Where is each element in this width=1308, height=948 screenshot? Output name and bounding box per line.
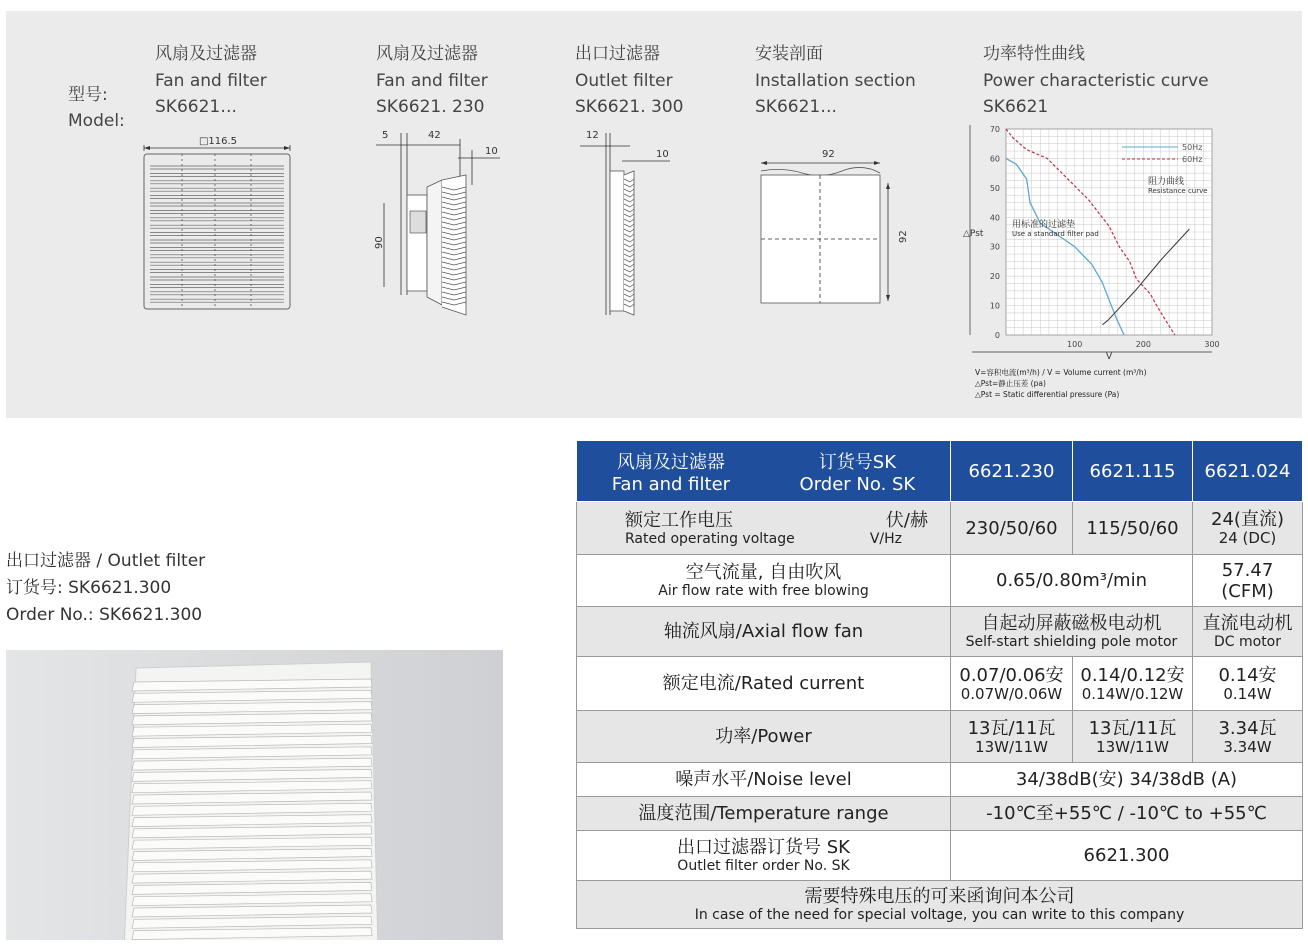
table-cell xyxy=(951,555,1193,607)
dim-12: 12 xyxy=(586,130,599,141)
text-label: 24 (DC) xyxy=(1218,529,1277,547)
y-tick-label: 60 xyxy=(989,154,1000,164)
text-label: 0.14安 xyxy=(1218,664,1277,686)
table-cell xyxy=(951,657,1073,711)
table-cell xyxy=(577,831,951,881)
text-label: 13W/11W xyxy=(975,737,1048,756)
y-tick-label: 10 xyxy=(989,301,1000,311)
text-label: 0.14W xyxy=(1223,684,1272,703)
legend-60hz: 60Hz xyxy=(1182,155,1203,164)
fan-side-drawing xyxy=(370,125,510,325)
dim-5: 5 xyxy=(382,130,389,141)
row-noise xyxy=(577,763,1303,797)
text-label: Rated operating voltage xyxy=(625,530,795,547)
table-cell xyxy=(1193,441,1303,502)
y-tick-label: 40 xyxy=(989,213,1000,223)
table-cell xyxy=(577,607,951,657)
head-order-zh: 订货号SK xyxy=(818,451,896,473)
text-label: -10℃至+55℃ / -10℃ to +55℃ xyxy=(986,803,1267,824)
text-label: 安装剖面 xyxy=(755,44,823,64)
table-cell xyxy=(577,881,1303,929)
text-label: SK6621 xyxy=(983,97,1049,117)
head-col-024: 6621.024 xyxy=(1204,460,1291,482)
text-label: 6621.300 xyxy=(1083,845,1170,866)
text-label: 温度范围/Temperature range xyxy=(638,803,889,824)
dim-10b: 10 xyxy=(656,149,669,160)
table-cell xyxy=(577,441,951,502)
table-cell xyxy=(951,502,1073,555)
text-label: Installation section xyxy=(755,70,916,91)
text-label: 0.14/0.12安 xyxy=(1080,664,1185,686)
text-label: 3.34W xyxy=(1223,737,1272,756)
x-tick-label: 300 xyxy=(1204,340,1220,349)
y-tick-label: 30 xyxy=(989,242,1000,252)
y-tick-label: 0 xyxy=(994,331,1000,340)
table-cell xyxy=(1073,441,1193,502)
row-temperature xyxy=(577,797,1303,831)
annotation-pad-zh: 用标准的过滤垫 xyxy=(1012,220,1076,230)
column-header-fan-filter-230 xyxy=(376,41,488,121)
x-tick-label: 100 xyxy=(1067,340,1083,349)
annotation-resistance-en: Resistance curve xyxy=(1148,187,1208,195)
text-label: 风扇及过滤器 xyxy=(155,44,257,64)
text-label: Air flow rate with free blowing xyxy=(658,583,869,599)
text-label: 出口过滤器订货号 SK xyxy=(677,837,850,858)
head-fan-filter-zh: 风扇及过滤器 xyxy=(616,451,725,473)
row-outlet-order xyxy=(577,831,1303,881)
row-fan-type xyxy=(577,607,1303,657)
text-label: 出口过滤器 xyxy=(575,44,660,64)
text-label: 功率特性曲线 xyxy=(983,44,1085,64)
text-label: 0.65/0.80m³/min xyxy=(996,570,1147,591)
text-label: 13W/11W xyxy=(1096,737,1169,756)
annotation-pad-en: Use a standard filter pad xyxy=(1012,230,1099,238)
table-cell xyxy=(577,657,951,711)
installation-drawing xyxy=(752,143,922,313)
text-label: 额定电流/Rated current xyxy=(662,673,865,694)
text-label: Fan and filter xyxy=(376,70,488,91)
text-label: Outlet filter order No. SK xyxy=(677,858,850,874)
head-order-en: Order No. SK xyxy=(799,473,916,495)
text-label: 115/50/60 xyxy=(1086,517,1179,539)
x-axis-label: V xyxy=(1106,352,1113,362)
footnote-3: △Pst = Static differential pressure (Pa) xyxy=(975,390,1120,399)
text-label: SK6621‥. xyxy=(155,97,237,117)
text-label: 13瓦/11瓦 xyxy=(967,717,1056,739)
text-label: Outlet filter xyxy=(575,70,673,91)
table-cell xyxy=(951,441,1073,502)
table-cell xyxy=(951,711,1073,763)
y-axis-label: △Pst xyxy=(963,229,984,239)
y-tick-label: 70 xyxy=(989,125,1000,134)
outlet-filter-photo xyxy=(6,650,503,940)
table-header-row xyxy=(577,441,1303,502)
footnote-2: △Pst=静止压差 (pa) xyxy=(975,379,1046,388)
table-cell xyxy=(1073,657,1193,711)
text-label: 伏/赫 xyxy=(885,509,928,531)
column-header-power-curve xyxy=(983,41,1209,121)
table-cell xyxy=(951,763,1303,797)
table-cell xyxy=(1073,711,1193,763)
table-cell xyxy=(577,797,951,831)
column-header-installation xyxy=(755,41,916,121)
head-col-230: 6621.230 xyxy=(968,460,1055,482)
outlet-side-drawing xyxy=(570,125,680,325)
text-label: SK6621‥. xyxy=(755,97,837,117)
dim-42: 42 xyxy=(428,130,441,141)
table-cell xyxy=(577,711,951,763)
column-header-outlet-filter xyxy=(575,41,683,121)
text-label: 13瓦/11瓦 xyxy=(1088,717,1177,739)
text-label: 型号: xyxy=(68,85,108,105)
footnote-1: V=容积电流(m³/h) / V = Volume current (m³/h) xyxy=(975,368,1147,377)
text-label: Self-start shielding pole motor xyxy=(965,634,1178,650)
table-cell xyxy=(1193,502,1303,555)
text-label: Power characteristic curve xyxy=(983,70,1209,91)
text-label: 噪声水平/Noise level xyxy=(675,769,852,790)
dim-90: 90 xyxy=(374,236,385,249)
x-tick-label: 200 xyxy=(1135,340,1151,349)
table-cell xyxy=(1193,607,1303,657)
text-label: In case of the need for special voltage, you can write to this company xyxy=(694,907,1185,923)
dim-label: □116.5 xyxy=(198,136,238,147)
y-tick-label: 20 xyxy=(989,272,1000,282)
text-label: (CFM) xyxy=(1221,580,1274,602)
table-cell xyxy=(951,797,1303,831)
dim-92-top: 92 xyxy=(822,149,835,160)
table-cell xyxy=(1193,555,1303,607)
fan-front-drawing xyxy=(138,132,298,314)
table-cell xyxy=(1193,657,1303,711)
column-header-fan-filter xyxy=(155,41,267,121)
table-cell xyxy=(1193,711,1303,763)
text-label: 34/38dB(安) 34/38dB (A) xyxy=(1015,769,1238,790)
spec-table xyxy=(576,440,1303,929)
table-cell xyxy=(951,607,1193,657)
info-line-2: 订货号: SK6621.300 xyxy=(6,578,172,598)
text-label: Fan and filter xyxy=(155,70,267,91)
table-cell xyxy=(577,555,951,607)
text-label: SK6621. 300 xyxy=(575,97,684,117)
annotation-resistance-zh: 阻力曲线 xyxy=(1148,177,1185,187)
text-label: V/Hz xyxy=(869,530,902,547)
text-label: 57.47 xyxy=(1221,559,1274,581)
power-characteristic-chart xyxy=(960,120,1228,410)
table-cell xyxy=(577,763,951,797)
text-label: DC motor xyxy=(1213,634,1282,650)
text-label: 需要特殊电压的可来函询问本公司 xyxy=(804,886,1075,907)
info-line-1: 出口过滤器 / Outlet filter xyxy=(6,551,206,571)
text-label: 轴流风扇/Axial flow fan xyxy=(663,621,864,642)
model-label xyxy=(68,82,125,134)
text-label: 3.34瓦 xyxy=(1218,717,1277,739)
y-tick-label: 50 xyxy=(989,183,1000,193)
outlet-filter-info xyxy=(6,548,205,629)
info-line-3: Order No.: SK6621.300 xyxy=(6,605,203,625)
text-label: 0.07/0.06安 xyxy=(959,664,1064,686)
row-voltage xyxy=(577,502,1303,555)
table-cell xyxy=(951,831,1303,881)
text-label: 功率/Power xyxy=(715,726,812,747)
text-label: 0.14W/0.12W xyxy=(1081,684,1184,703)
text-label: 直流电动机 xyxy=(1202,613,1293,634)
text-label: 额定工作电压 xyxy=(625,509,733,531)
row-power xyxy=(577,711,1303,763)
row-airflow xyxy=(577,555,1303,607)
table-cell xyxy=(1073,502,1193,555)
row-current xyxy=(577,657,1303,711)
text-label: 24(直流) xyxy=(1211,509,1284,530)
head-fan-filter-en: Fan and filter xyxy=(611,473,731,495)
text-label: 230/50/60 xyxy=(965,517,1058,539)
text-label: SK6621. 230 xyxy=(376,97,485,117)
table-cell xyxy=(577,502,951,555)
legend-50hz: 50Hz xyxy=(1182,143,1203,152)
text-label: 0.07W/0.06W xyxy=(960,684,1063,703)
text-label: Model: xyxy=(68,111,125,131)
text-label: 自起动屏蔽磁极电动机 xyxy=(981,613,1162,634)
head-col-115: 6621.115 xyxy=(1089,460,1176,482)
dim-10: 10 xyxy=(485,146,498,157)
row-note xyxy=(577,881,1303,929)
dim-92-side: 92 xyxy=(898,230,909,243)
text-label: 空气流量, 自由吹风 xyxy=(685,562,842,583)
text-label: 风扇及过滤器 xyxy=(376,44,478,64)
